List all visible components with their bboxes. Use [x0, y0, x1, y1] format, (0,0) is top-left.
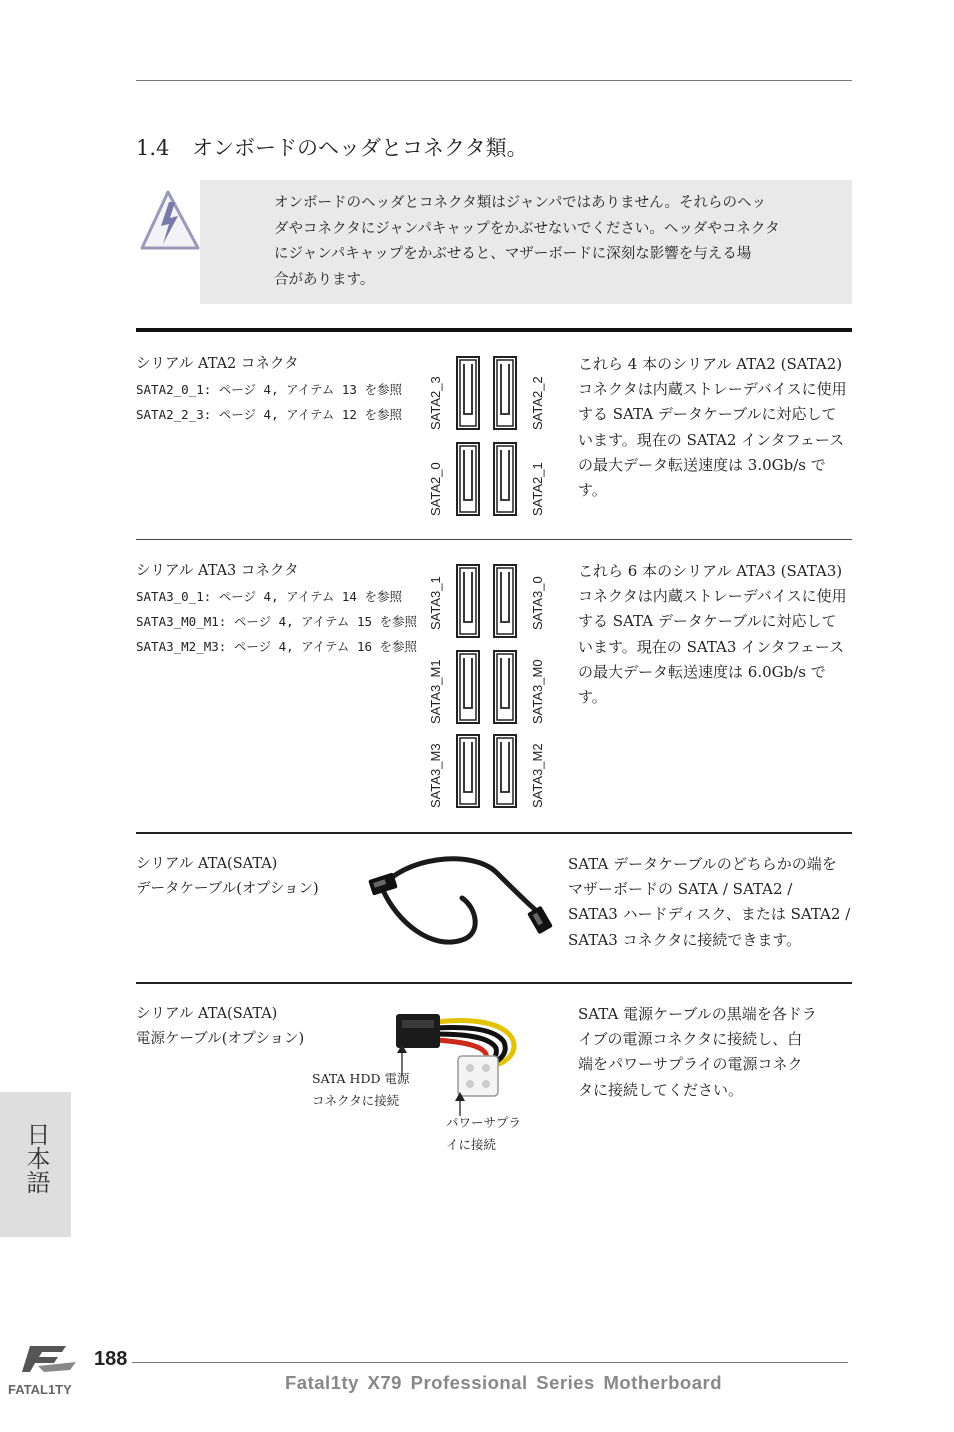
- section-number: 1.4: [136, 136, 170, 160]
- desc-line: する SATA データケーブルに対応して: [578, 612, 837, 631]
- callout-line: SATA HDD 電源: [312, 1071, 410, 1086]
- hdd-callout: [312, 1068, 409, 1112]
- desc-line: コネクタは内蔵ストレーデバイスに使用: [578, 587, 847, 606]
- data-cable-info: [136, 852, 319, 902]
- warning-lightning-icon: [138, 186, 202, 254]
- sata-power-cable-image: [392, 1004, 528, 1098]
- sata2-ref: SATA2_0_1: ページ 4, アイテム 13 を参照: [136, 382, 402, 397]
- callout-line: コネクタに接続: [312, 1093, 400, 1108]
- sata-connector-icon: [493, 442, 517, 516]
- footer-title: Fatal1ty X79 Professional Series Motherboard: [285, 1372, 723, 1393]
- data-cable-description: [568, 852, 858, 953]
- sata3-description: [578, 559, 854, 710]
- language-side-tab-label: [18, 1122, 54, 1200]
- callout-line: イに接続: [446, 1137, 497, 1152]
- section-divider: [136, 328, 852, 332]
- row-divider: [136, 832, 852, 834]
- psu-callout: [446, 1112, 521, 1156]
- power-cable-title: 電源ケーブル(オプション): [136, 1031, 305, 1047]
- sata2-label: SATA2_3: [428, 376, 443, 430]
- desc-line: SATA3 ハードディスク、または SATA2 /: [568, 905, 851, 924]
- desc-line: います。現在の SATA3 インタフェース: [578, 637, 845, 656]
- desc-line: す。: [578, 688, 607, 707]
- sata3-ref: SATA3_M2_M3: ページ 4, アイテム 16 を参照: [136, 639, 418, 654]
- sata3-ref: SATA3_M0_M1: ページ 4, アイテム 15 を参照: [136, 614, 418, 629]
- power-cable-info: [136, 1002, 304, 1052]
- sata2-label: SATA2_1: [530, 462, 545, 516]
- desc-line: います。現在の SATA2 インタフェース: [578, 430, 845, 449]
- row-divider: [136, 539, 852, 540]
- desc-line: する SATA データケーブルに対応して: [578, 405, 837, 424]
- desc-line: SATA 電源ケーブルの黒端を各ドラ: [578, 1005, 817, 1023]
- sata2-label: SATA2_0: [428, 462, 443, 516]
- notice-line: ダやコネクタにジャンパキャップをかぶせないでください。ヘッダやコネクタ: [274, 220, 780, 237]
- desc-line: の最大データ転送速度は 6.0Gb/s で: [578, 662, 826, 681]
- desc-line: これら 6 本のシリアル ATA3 (SATA3): [578, 562, 843, 580]
- row-divider: [136, 982, 852, 984]
- desc-line: SATA データケーブルのどちらかの端を: [568, 855, 837, 873]
- sata-connector-icon: [493, 650, 517, 724]
- page-number: 188: [94, 1348, 128, 1370]
- power-cable-title: シリアル ATA(SATA): [136, 1006, 278, 1022]
- sata-connector-icon: [456, 650, 480, 724]
- desc-line: マザーボードの SATA / SATA2 /: [568, 880, 793, 899]
- desc-line: 端をパワーサプライの電源コネク: [578, 1055, 803, 1074]
- data-cable-title: データケーブル(オプション): [136, 881, 319, 897]
- sata2-description: [578, 352, 854, 503]
- sata-connector-icon: [456, 442, 480, 516]
- sata3-ref: SATA3_0_1: ページ 4, アイテム 14 を参照: [136, 589, 402, 604]
- sata-connector-icon: [456, 734, 480, 808]
- sata2-title: シリアル ATA2 コネクタ: [136, 356, 299, 372]
- callout-line: パワーサプラ: [446, 1115, 522, 1130]
- desc-line: SATA3 コネクタに接続できます。: [568, 930, 802, 949]
- sata-data-cable-image: [362, 848, 558, 950]
- sata3-label: SATA3_M3: [428, 743, 443, 808]
- sata3-label: SATA3_M1: [428, 659, 443, 724]
- sata3-title: シリアル ATA3 コネクタ: [136, 563, 299, 579]
- footer-rule: [132, 1362, 848, 1363]
- sata3-label: SATA3_M2: [530, 743, 545, 808]
- logo-text: FATAL1TY: [8, 1382, 72, 1397]
- desc-line: これら 4 本のシリアル ATA2 (SATA2): [578, 355, 843, 373]
- notice-line: オンボードのヘッダとコネクタ類はジャンパではありません。それらのヘッ: [274, 195, 766, 211]
- sata-connector-icon: [493, 564, 517, 638]
- desc-line: の最大データ転送速度は 3.0Gb/s で: [578, 455, 826, 474]
- section-heading: オンボードのヘッダとコネクタ類。: [192, 136, 528, 160]
- sata2-label: SATA2_2: [530, 376, 545, 430]
- sata-connector-icon: [493, 356, 517, 430]
- sata2-info: [136, 352, 402, 427]
- desc-line: タに接続してください。: [578, 1080, 744, 1099]
- section-title: [136, 132, 528, 162]
- sata-connector-icon: [456, 564, 480, 638]
- desc-line: コネクタは内蔵ストレーデバイスに使用: [578, 380, 847, 399]
- sata3-label: SATA3_0: [530, 576, 545, 630]
- notice-text: [274, 191, 794, 293]
- top-rule: [136, 80, 852, 81]
- sata-connector-icon: [493, 734, 517, 808]
- sata3-label: SATA3_M0: [530, 659, 545, 724]
- data-cable-title: シリアル ATA(SATA): [136, 856, 278, 872]
- notice-line: 合があります。: [274, 271, 375, 288]
- sata3-info: [136, 559, 417, 659]
- sata-connector-icon: [456, 356, 480, 430]
- side-tab-text: 日本語: [22, 1122, 50, 1194]
- notice-line: にジャンパキャップをかぶせると、マザーボードに深刻な影響を与える場: [274, 246, 752, 262]
- power-cable-description: [578, 1002, 848, 1103]
- desc-line: す。: [578, 481, 607, 500]
- sata2-ref: SATA2_2_3: ページ 4, アイテム 12 を参照: [136, 407, 402, 422]
- desc-line: イブの電源コネクタに接続し、白: [578, 1030, 803, 1049]
- sata3-label: SATA3_1: [428, 576, 443, 630]
- fatal1ty-logo: [8, 1340, 92, 1400]
